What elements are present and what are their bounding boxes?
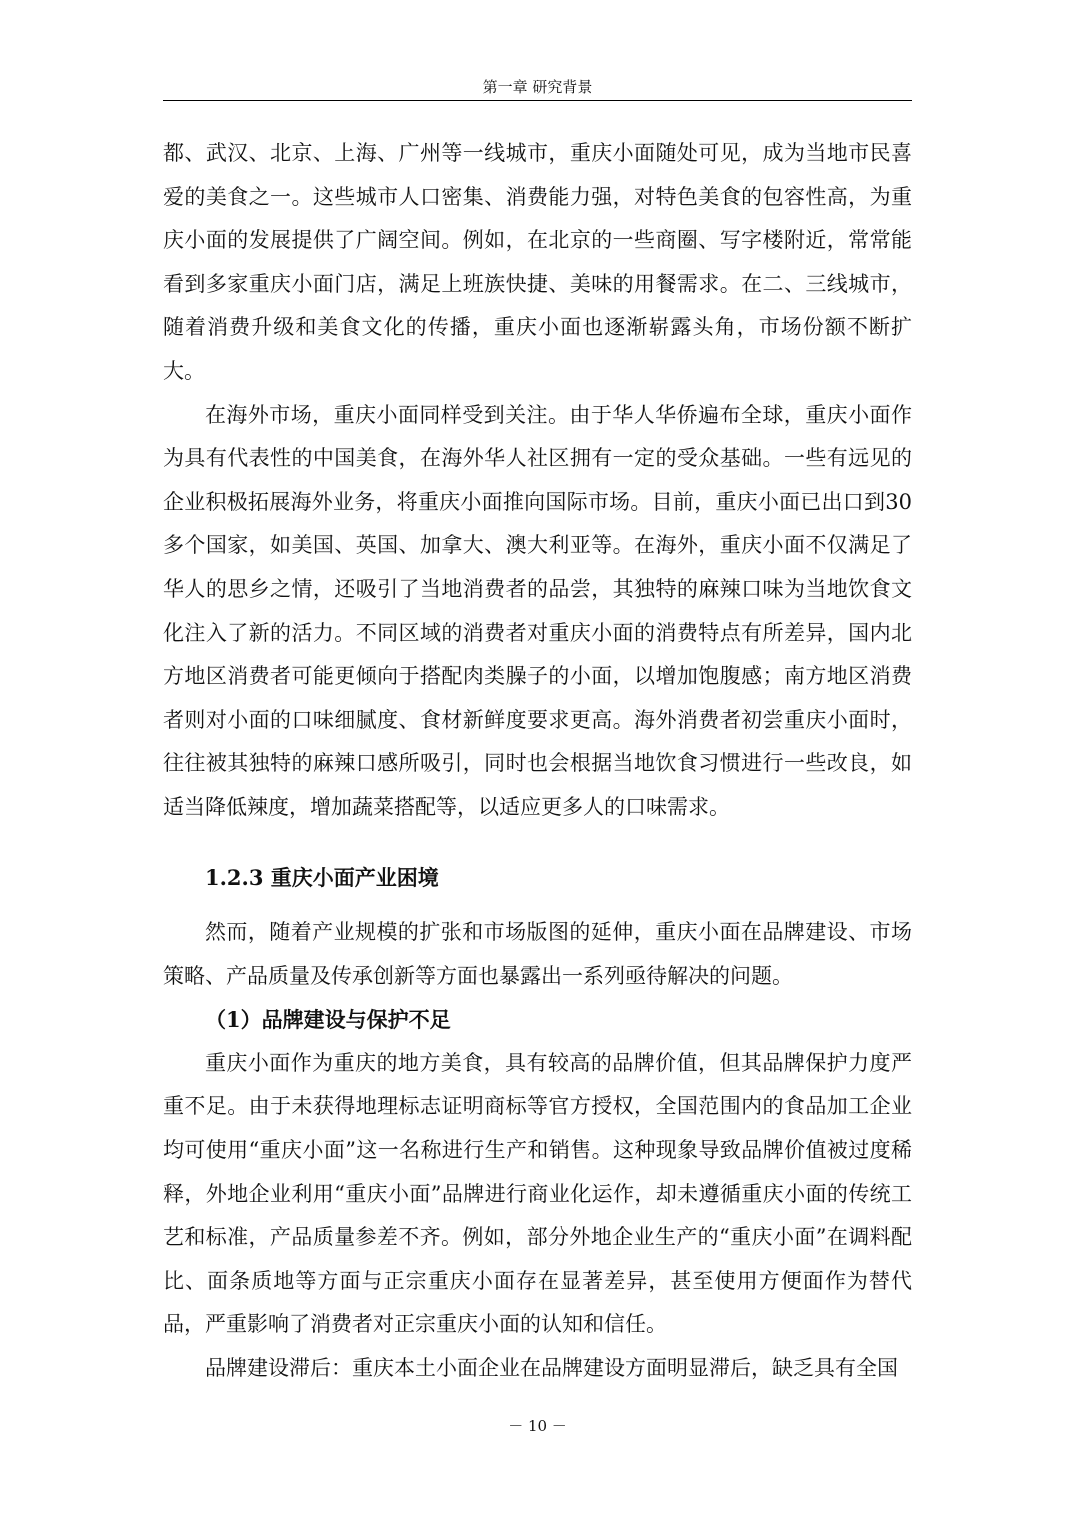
header-rule (163, 100, 912, 101)
paragraph-industry-problems: 然而，随着产业规模的扩张和市场版图的延伸，重庆小面在品牌建设、市场策略、产品质量及传承创新等方面也暴露出一系列亟待解决的问题。 (163, 920, 912, 988)
paragraph-overseas-market: 在海外市场，重庆小面同样受到关注。由于华人华侨遍布全球，重庆小面作为具有代表性的中国美食，在海外华人社区拥有一定的受众基础。一些有远见的企业积极拓展海外业务，将重庆小面推向国际市场。目前，重庆小面已出口到30多个国家，如美国、英国、加拿大、澳大利亚等。在海外，重庆小面不仅满足了华人的思乡之情，还吸引了当地消费者的品尝，其独特的麻辣口味为当地饮食文化注入了新的活力。不同区域的消费者对重庆小面的消费特点有所差异，国内北方地区消费者可能更倾向于搭配肉类臊子的小面，以增加饱腹感；南方地区消费者则对小面的口味细腻度、食材新鲜度要求更高。海外消费者初尝重庆小面时，往往被其独特的麻辣口感所吸引，同时也会根据当地饮食习惯进行一些改良，如适当降低辣度，增加蔬菜搭配等，以适应更多人的口味需求。 (163, 402, 912, 819)
body-text (163, 132, 912, 1391)
subsection-heading: （1）品牌建设与保护不足 (205, 1007, 451, 1033)
paragraph-brand-protection: 重庆小面作为重庆的地方美食，具有较高的品牌价值，但其品牌保护力度严重不足。由于未获得地理标志证明商标等官方授权，全国范围内的食品加工企业均可使用“重庆小面”这一名称进行生产和销售。这种现象导致品牌价值被过度稀释，外地企业利用“重庆小面”品牌进行商业化运作，却未遵循重庆小面的传统工艺和标准，产品质量参差不齐。例如，部分外地企业生产的“重庆小面”在调料配比、面条质地等方面与正宗重庆小面存在显著差异，甚至使用方便面作为替代品，严重影响了消费者对正宗重庆小面的认知和信任。 (163, 1050, 912, 1337)
paragraph-brand-building: 品牌建设滞后：重庆本土小面企业在品牌建设方面明显滞后，缺乏具有全国 (205, 1356, 898, 1381)
paragraph-domestic-market: 都、武汉、北京、上海、广州等一线城市，重庆小面随处可见，成为当地市民喜爱的美食之一。这些城市人口密集、消费能力强，对特色美食的包容性高，为重庆小面的发展提供了广阔空间。例如，在北京的一些商圈、写字楼附近，常常能看到多家重庆小面门店，满足上班族快捷、美味的用餐需求。在二、三线城市，随着消费升级和美食文化的传播，重庆小面也逐渐崭露头角，市场份额不断扩大。 (163, 141, 912, 383)
section-heading: 1.2.3 重庆小面产业困境 (205, 864, 439, 890)
running-header: 第一章 研究背景 (482, 78, 593, 96)
page-number: － 10 － (508, 1417, 567, 1435)
